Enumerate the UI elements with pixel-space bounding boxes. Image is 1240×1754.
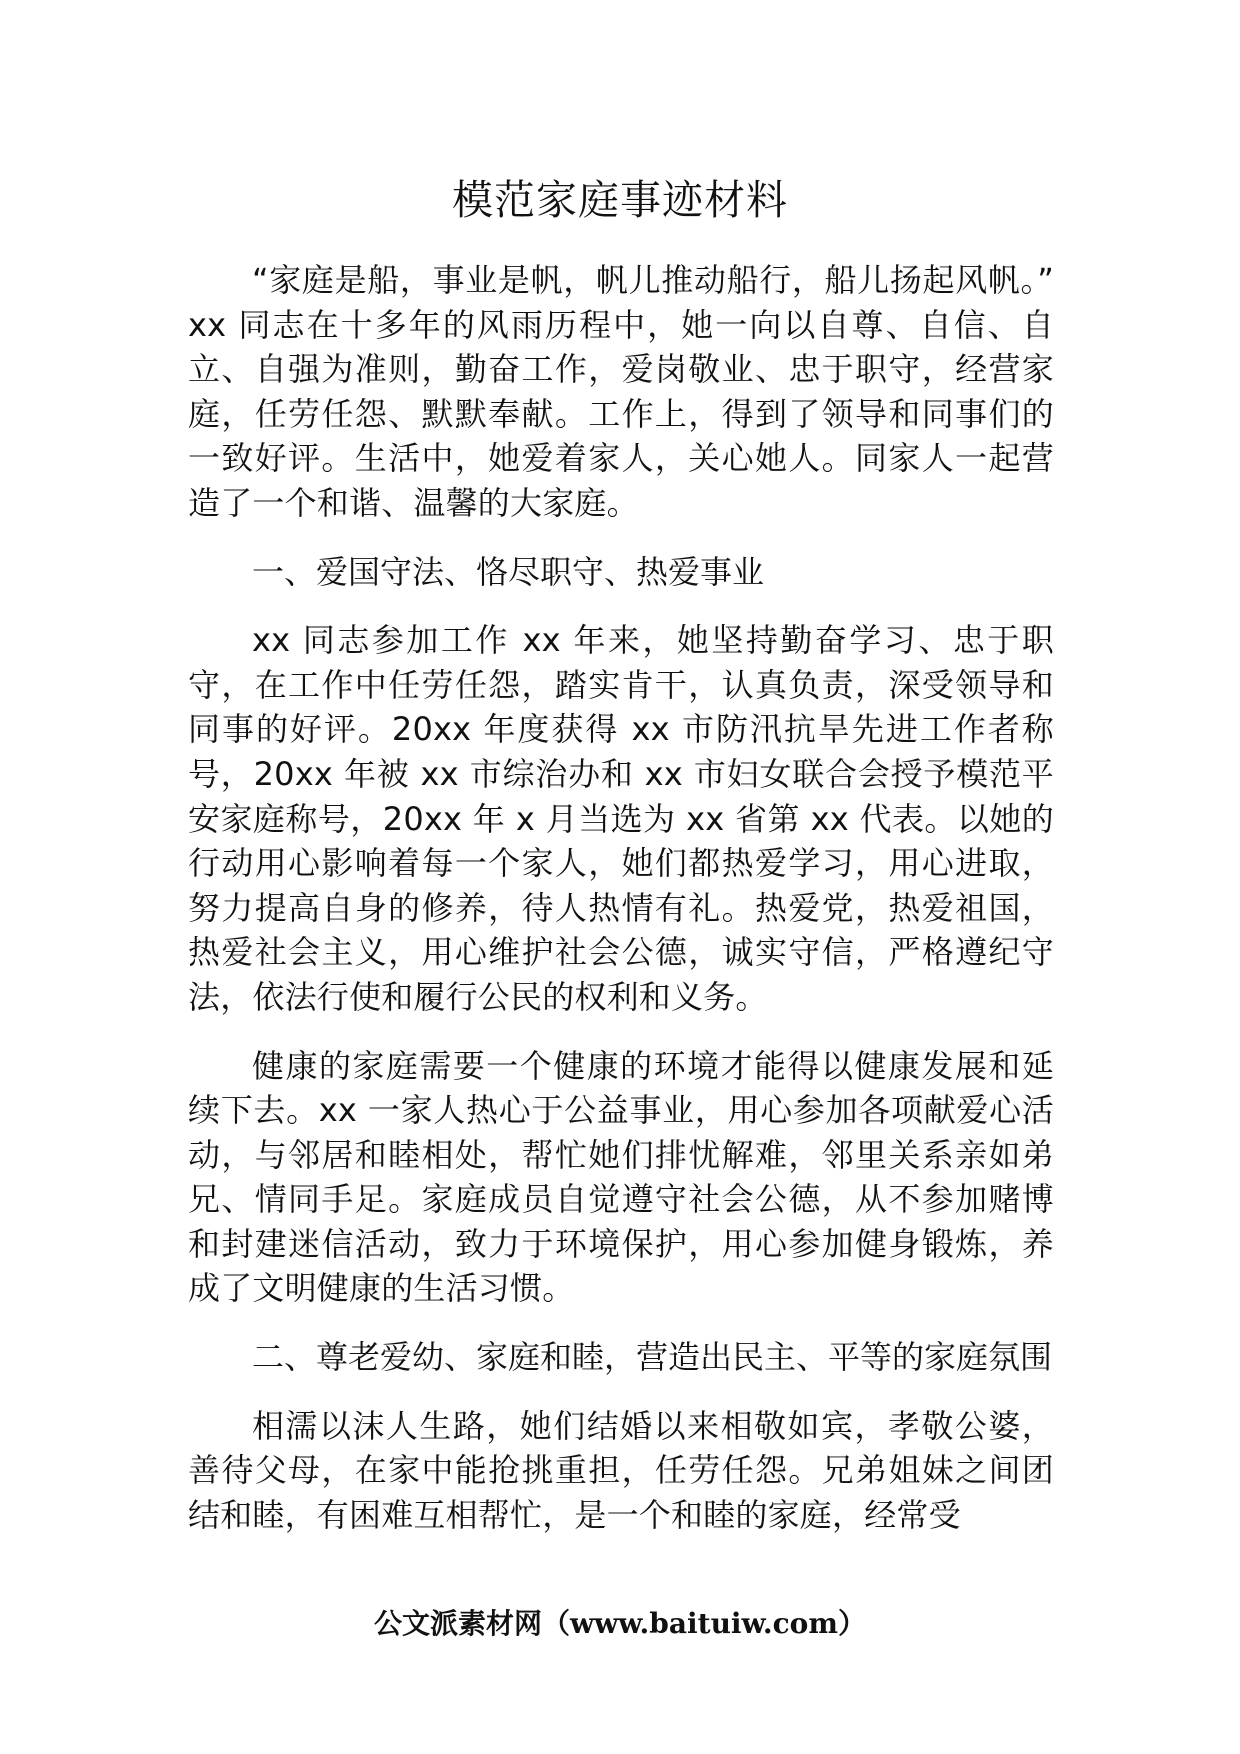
paragraph-intro: “家庭是船，事业是帆，帆儿推动船行，船儿扬起风帆。” xx 同志在十多年的风雨历程中，她一向以自尊、自信、自立、自强为准则，勤奋工作，爱岗敬业、忠于职守，经营家庭，任劳任怨、默默奉献。工作上，得到了领导和同事们的一致好评。生活中，她爱着家人，关心她人。同家人一起营造了一个和谐、温馨的大家庭。: [188, 261, 1054, 522]
document-title: 模范家庭事迹材料: [452, 176, 788, 224]
paragraph-health: 健康的家庭需要一个健康的环境才能得以健康发展和延续下去。xx 一家人热心于公益事业，用心参加各项献爱心活动，与邻居和睦相处，帮忙她们排忧解难，邻里关系亲如弟兄、情同手足。家庭成员自觉遵守社会公德，从不参加赌博和封建迷信活动，致力于环境保护，用心参加健身锻炼，养成了文明健康的生活习惯。: [188, 1046, 1054, 1308]
section-heading-2: 二、尊老爱幼、家庭和睦，营造出民主、平等的家庭氛围: [252, 1338, 1053, 1377]
footer-source: 公文派素材网（www.baituiw.com）: [374, 1607, 866, 1640]
paragraph-section-1: xx 同志参加工作 xx 年来，她坚持勤奋学习、忠于职守，在工作中任劳任怨，踏实肯干，认真负责，深受领导和同事的好评。20xx 年度获得 xx 市防汛抗旱先进工作者称号，20xx 年被 xx 市综治办和 xx 市妇女联合会授予模范平安家庭称号，20xx 年 x 月当选为 xx 省第 xx 代表。以她的行动用心影响着每一个家人，她们都热爱学习，用心进取，努力提高自身的修养，待人热情有礼。热爱党，热爱祖国，热爱社会主义，用心维护社会公德，诚实守信，严格遵纪守法，依法行使和履行公民的权利和义务。: [188, 621, 1054, 1016]
paragraph-section-2: 相濡以沫人生路，她们结婚以来相敬如宾，孝敬公婆，善待父母，在家中能抢挑重担，任劳任怨。兄弟姐妹之间团结和睦，有困难互相帮忙，是一个和睦的家庭，经常受: [188, 1406, 1054, 1534]
document-body: [188, 258, 1054, 1561]
section-heading-1: 一、爱国守法、恪尽职守、热爱事业: [252, 552, 765, 591]
